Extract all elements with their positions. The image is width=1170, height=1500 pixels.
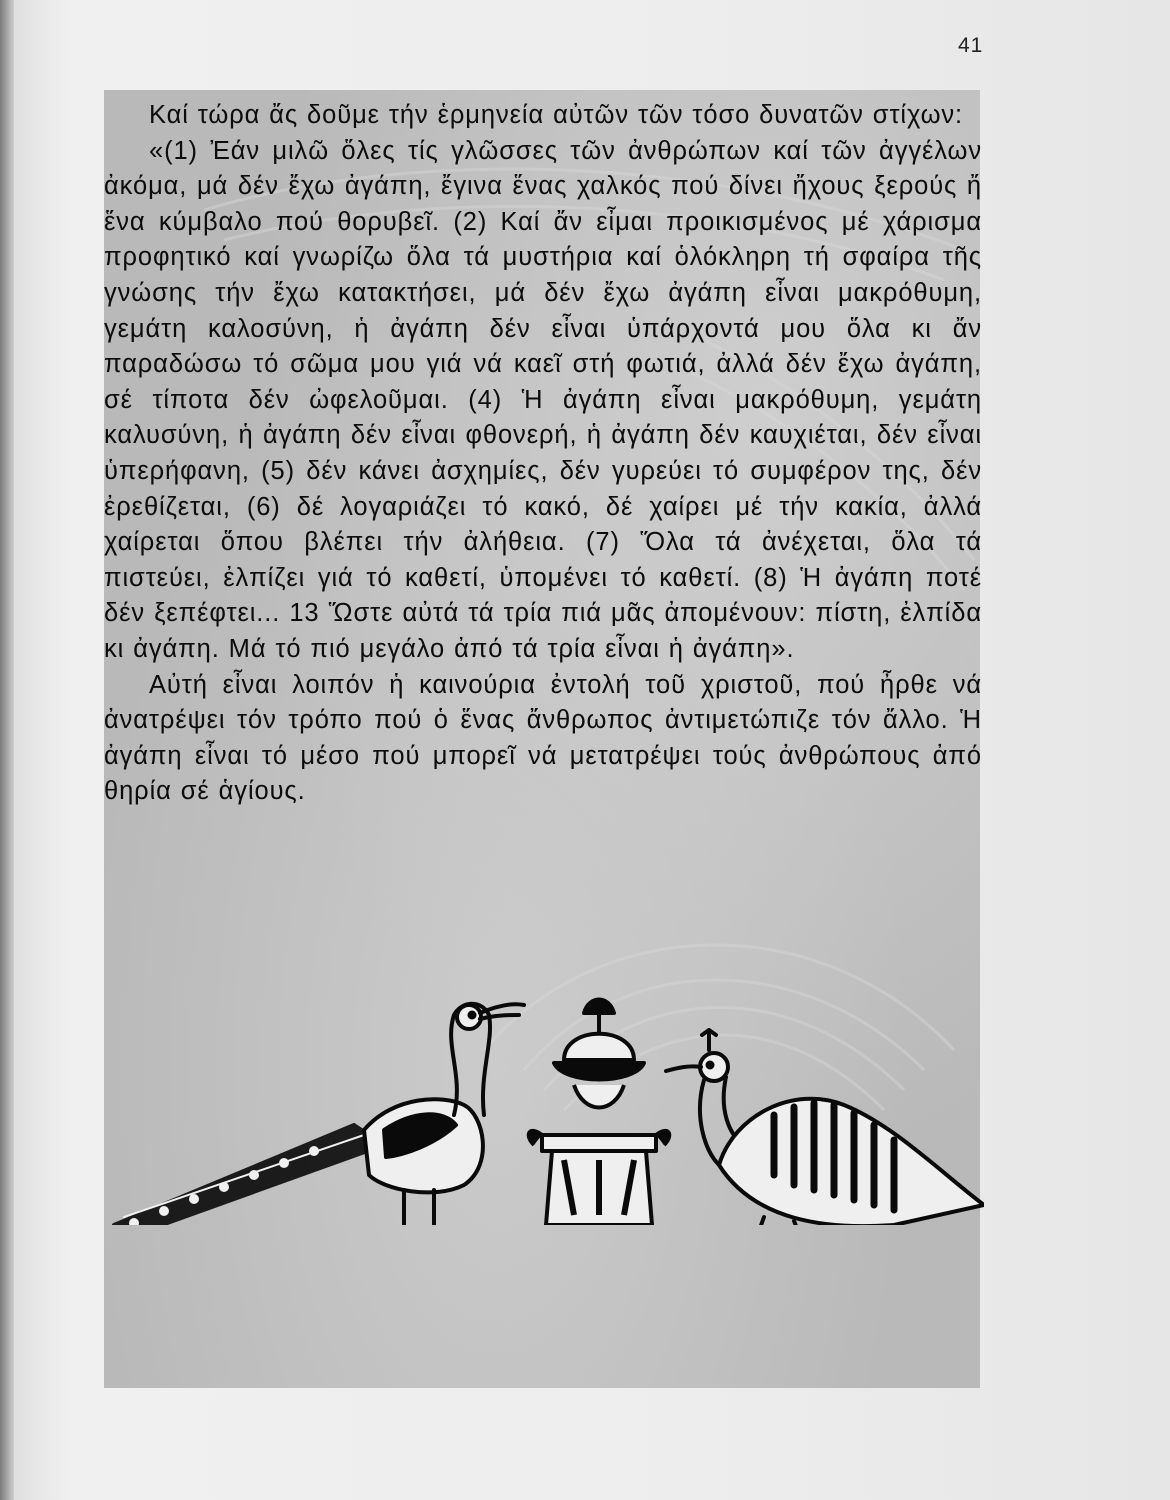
- peacock-right-icon: [666, 1030, 984, 1225]
- paragraph-quotation: «(1) Ἐάν μιλῶ ὅλες τίς γλῶσσες τῶν ἀνθρώπων καί τῶν ἀγγέλων ἀκόμα, μά δέν ἔχω ἀγάπη, ἔγινα ἕνας χαλκός πού δίνει ἤχους ξερούς ἤ ἕνα κύμβαλο πού θορυβεῖ. (2) Καί ἄν εἶμαι προικισμένος μέ χάρισμα προφητικό καί γνωρίζω ὅλα τά μυστήρια καί ὁλόκληρη τή σφαίρα τῆς γνώσης τήν ἔχω κατακτήσει, μά δέν ἔχω ἀγάπη εἶναι μακρόθυμη, γεμάτη καλοσύνη, ἡ ἀγάπη δέν εἶναι ὑπάρχοντά μου ὅλα κι ἄν παραδώσω τό σῶμα μου γιά νά καεῖ στή φωτιά, ἀλλά δέν ἔχω ἀγάπη, σέ τίποτα δέν ὠφελοῦμαι. (4) Ἡ ἀγάπη εἶναι μακρόθυμη, γεμάτη καλυσύνη, ἡ ἀγάπη δέν εἶναι φθονερή, ἡ ἀγάπη δέν καυχιέται, δέν εἶναι ὑπερήφανη, (5) δέν κάνει ἀσχημίες, δέν γυρεύει τό συμφέρον της, δέν ἐρεθίζεται, (6) δέ λογαριάζει τό κακό, δέ χαίρει μέ τήν κακία, ἀλλά χαίρεται ὅπου βλέπει τήν ἀλήθεια. (7) Ὅλα τά ἀνέχεται, ὅλα τά πιστεύει, ἐλπίζει γιά τό καθετί, ὑπομένει τό καθετί. (8) Ἡ ἀγάπη ποτέ δέν ξεπέφτει... 13 Ὥστε αὐτά τά τρία πιά μᾶς ἀπομένουν: πίστη, ἐλπίδα κι ἀγάπη. Μά τό πιό μεγάλο ἀπό τά τρία εἶναι ἡ ἀγάπη».: [104, 136, 982, 663]
- body-text: [104, 98, 982, 810]
- decorative-illustration: [104, 985, 984, 1225]
- peacock-left-icon: [114, 1004, 524, 1225]
- fountain-icon: [529, 1000, 670, 1226]
- page-number: 41: [958, 34, 984, 57]
- page-edge-shadow: [0, 0, 14, 1500]
- paragraph-intro: Καί τώρα ἄς δοῦμε τήν ἑρμηνεία αὐτῶν τῶν τόσο δυνατῶν στίχων:: [149, 101, 964, 129]
- paragraph-conclusion: Αὐτή εἶναι λοιπόν ἡ καινούρια ἐντολή τοῦ χριστοῦ, πού ἦρθε νά ἀνατρέψει τόν τρόπο πού ὁ ἕνας ἄνθρωπος ἀντιμετώπιζε τόν ἄλλο. Ἡ ἀγάπη εἶναι τό μέσο πού μπορεῖ νά μετατρέψει τούς ἀνθρώπους ἀπό θηρία σέ ἁγίους.: [104, 670, 982, 806]
